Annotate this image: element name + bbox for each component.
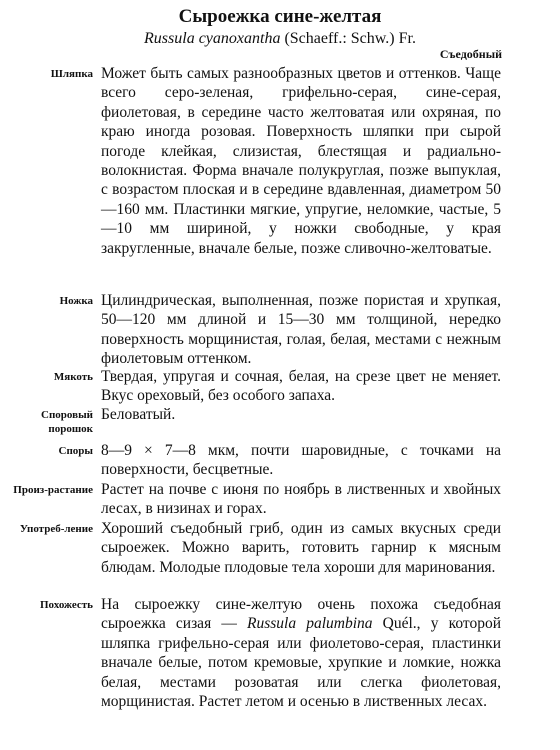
- section-text: Твердая, упругая и сочная, белая, на срезе цвет не меняет. Вкус ореховый, без особого запаха.: [101, 368, 501, 405]
- edibility-badge: Съедобный: [439, 47, 502, 61]
- section-label: Споры: [58, 445, 93, 457]
- section-text: 8—9 × 7—8 мкм, почти шаровидные, с точками на поверхности, бесцветные.: [101, 442, 501, 479]
- section-text: Цилиндрическая, выполненная, позже пористая и хрупкая, 50—120 мм длиной и 15—30 мм толщиной, нередко поверхность морщинистая, голая, белая, местами с нежным фиолетовым оттенком.: [101, 292, 501, 368]
- section-label: Шляпка: [50, 68, 93, 80]
- page-title: Сыроежка сине-желтая: [178, 6, 382, 27]
- similar-latin-name: Russula palumbina: [246, 615, 373, 633]
- section-label: Употреб-ление: [19, 523, 93, 535]
- author-citation: (Schaeff.: Schw.) Fr.: [280, 30, 416, 47]
- section-label: Споровый порошок: [41, 409, 93, 435]
- section-label: Мякоть: [53, 371, 93, 383]
- section-text: Растет на почве с июня по ноябрь в лиственных и хвойных лесах, в низинах и горах.: [101, 481, 501, 518]
- section-text: Беловатый.: [101, 406, 176, 423]
- section-label: Похожесть: [39, 599, 93, 611]
- section-text: Хороший съедобный гриб, один из самых вкусных среди сыроежек. Можно варить, готовить гарнир к мясным блюдам. Молодые плодовые тела хороши для маринования.: [101, 520, 501, 576]
- section-label: Произ-растание: [13, 484, 93, 496]
- similar-text-before: На сыроежку сине-желтую очень похожа съедобная сыроежка сизая —: [101, 596, 501, 633]
- section-text: Может быть самых разнообразных цветов и оттенков. Чаще всего серо-зеленая, грифельно-серая, сине-серая, фиолетовая, в середине часто желтоватая или охряная, по краю иногда розовая. Поверхность шляпки при сырой погоде клейкая, слизистая, блестящая и радиально-волокнистая. Форма вначале полукруглая, позже выпуклая, с возрастом плоская и в середине вдавленная, диаметром 50—160 мм. Пластинки мягкие, упругие, неломкие, частые, 5—10 мм шириной, у ножки свободные, у края закругленные, вначале белые, позже сливочно-желтоватые.: [101, 65, 501, 257]
- similar-text-after: Quél., у которой шляпка грифельно-серая или фиолетово-серая, пластинки вначале белые, потом кремовые, хрупкие и ломкие, ножка белая, местами розоватая или слегка фиолетовая, морщинистая. Растет летом и осенью в лиственных лесах.: [101, 615, 501, 711]
- section-text: [101, 595, 501, 711]
- latin-name: Russula cyanoxantha: [144, 30, 281, 47]
- section-label: Ножка: [59, 295, 93, 307]
